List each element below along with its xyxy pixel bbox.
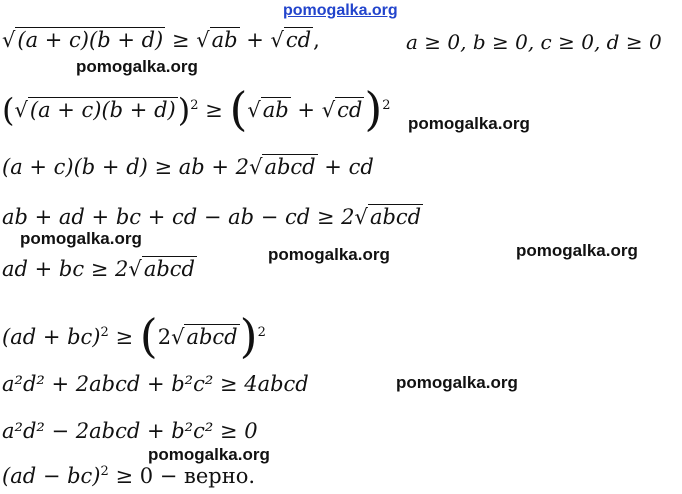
exponent: 2 xyxy=(382,98,391,113)
exponent: 2 xyxy=(100,325,109,340)
radicand: ab xyxy=(262,98,289,122)
right-paren-big: ) xyxy=(364,82,383,136)
math-line-7: a²d² + 2abcd + b²c² ≥ 4abcd xyxy=(2,372,309,396)
sqrt-abcd: √abcd xyxy=(128,257,195,281)
math-line-5 xyxy=(2,259,197,280)
sqrt-abcd: √abcd xyxy=(171,325,238,349)
right-paren: ) xyxy=(177,91,191,129)
watermark-1[interactable]: pomogalka.org xyxy=(76,57,198,76)
watermark-5[interactable]: pomogalka.org xyxy=(516,241,638,260)
radicand: ab xyxy=(211,28,238,52)
radicand: (a + c)(b + d) xyxy=(29,98,176,122)
watermark-2[interactable]: pomogalka.org xyxy=(408,114,530,133)
left-paren-big: ( xyxy=(229,82,248,136)
conclusion-word: верно. xyxy=(184,464,256,488)
line-text: ab + ad + bc + cd − ab − cd ≥ 2 xyxy=(2,205,355,229)
sqrt-abcd: √abcd xyxy=(354,205,422,229)
sqrt-cd: √cd xyxy=(321,98,363,122)
radicand: (a + c)(b + d) xyxy=(17,28,164,52)
watermark-3[interactable]: pomogalka.org xyxy=(20,229,142,248)
left-paren: ( xyxy=(2,91,15,129)
left-paren-big: ( xyxy=(139,309,158,363)
line-text: ad + bc ≥ 2 xyxy=(2,257,129,281)
radicand: abcd xyxy=(143,257,195,281)
rhs: ≥ 0 − xyxy=(108,464,185,488)
math-line-8: a²d² − 2abcd + b²c² ≥ 0 xyxy=(2,419,258,443)
radicand: abcd xyxy=(264,155,316,179)
plus-sign: + xyxy=(290,98,322,122)
watermark-6[interactable]: pomogalka.org xyxy=(396,373,518,392)
sqrt-lhs: √(a + c)(b + d) xyxy=(2,28,164,52)
exponent: 2 xyxy=(100,464,109,479)
sqrt-ab: √ab xyxy=(247,98,289,122)
ge-sign: ≥ xyxy=(165,28,197,52)
exponent: 2 xyxy=(257,325,266,340)
exponent: 2 xyxy=(190,98,199,113)
math-line-3 xyxy=(2,157,374,178)
math-line-4 xyxy=(2,207,423,228)
radicand: abcd xyxy=(369,205,422,229)
plus-sign: + xyxy=(239,28,271,52)
radicand: cd xyxy=(337,98,363,122)
lhs: (ad + bc) xyxy=(2,325,101,349)
coefficient: 2 xyxy=(157,325,172,349)
watermark-4[interactable]: pomogalka.org xyxy=(268,245,390,264)
sqrt-lhs: √(a + c)(b + d) xyxy=(14,98,176,122)
math-line-9 xyxy=(2,465,255,487)
comma: , xyxy=(313,28,320,52)
sqrt-cd: √cd xyxy=(270,28,312,52)
math-line-6 xyxy=(2,309,266,363)
line-tail: + cd xyxy=(317,155,374,179)
math-line-2 xyxy=(2,82,391,136)
lhs: (ad − bc) xyxy=(2,464,101,488)
watermark-7[interactable]: pomogalka.org xyxy=(148,445,270,464)
math-line-1 xyxy=(2,30,320,51)
sqrt-abcd: √abcd xyxy=(249,155,316,179)
line-text: (a + c)(b + d) ≥ ab + 2 xyxy=(2,155,250,179)
watermark-top[interactable]: pomogalka.org xyxy=(283,2,398,19)
ge-sign: ≥ xyxy=(108,325,140,349)
right-paren-big: ) xyxy=(239,309,258,363)
radicand: cd xyxy=(285,28,312,52)
domain-conditions: a ≥ 0, b ≥ 0, c ≥ 0, d ≥ 0 xyxy=(406,30,662,54)
radicand: abcd xyxy=(186,325,238,349)
ge-sign: ≥ xyxy=(198,98,230,122)
sqrt-ab: √ab xyxy=(196,28,238,52)
